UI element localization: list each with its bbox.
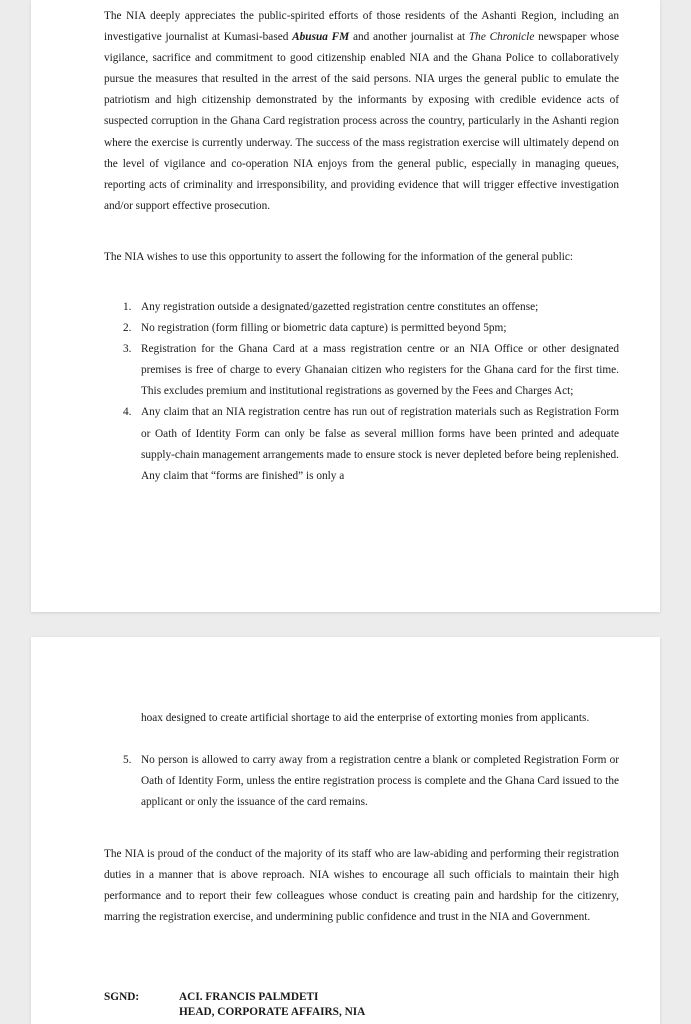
list-number: 3. [123,343,132,356]
list-number: 4. [123,406,132,419]
signature-label: SGND: [104,991,140,1003]
list-number: 2. [123,322,132,335]
list-item-continuation [104,708,619,729]
list-number: 1. [123,301,132,313]
list-item-text: Any registration outside a designated/gazetted registration centre constitutes an offense; [141,301,539,313]
list-item [104,339,619,402]
list-item [104,297,619,318]
radio-station-name: Abusua FM [292,31,350,44]
signatory-title: HEAD, CORPORATE AFFAIRS, NIA [179,1006,366,1018]
paragraph-text: The NIA deeply appreciates the public-spirited efforts of those residents of the Ashanti Region, including an investigative journalist at Kumasi-based [104,10,619,44]
list-item-text: No person is allowed to carry away from a registration centre a blank or completed Registration Form or Oath of Identity Form, unless the entire registration process is complete and the Ghana Card issued to the applicant or only the issuance of the card remains. [141,754,619,809]
list-item-text: hoax designed to create artificial shortage to aid the enterprise of extorting monies from applicants. [141,712,590,724]
newspaper-name: The Chronicle [468,31,535,44]
paragraph-text: newspaper whose vigilance, sacrifice and commitment to good citizenship enabled NIA and the Ghana Police to collaboratively pursue the measures that resulted in the arrest of the said persons. NIA urges the general public to emulate the patriotism and high citizenship demonstrated by the informants by exposing with credible evidence acts of suspected corruption in the Ghana Card registration process across the country, particularly in the Ashanti region where the exercise is currently underway. The success of the mass registration exercise will ultimately depend on the level of vigilance and co-operation NIA enjoys from the general public, especially in managing queues, reporting acts of criminality and irresponsibility, and providing evidence that will trigger effective investigation and/or support effective prosecution. [104,31,619,212]
list-item-text: Any claim that an NIA registration centre has run out of registration materials such as Registration Form or Oath of Identity Form can only be false as several million forms have been printed and adequate supply-chain management arrangements made to ensure stock is never depleted before being replenished. Any claim that “forms are finished” is only a [141,406,619,482]
document-page-1 [31,0,660,612]
signatory-name: ACI. FRANCIS PALMDETI [179,991,319,1003]
list-item [104,402,619,486]
paragraph-text: and another journalist at [349,31,469,44]
paragraph-assertion-intro: The NIA wishes to use this opportunity to assert the following for the information of the general public: [104,251,574,263]
list-item [104,318,619,339]
document-page-2 [31,637,660,1024]
list-item-text: Registration for the Ghana Card at a mass registration centre or an NIA Office or other designated premises is free of charge to every Ghanaian citizen who registers for the Ghana card for the first time. This excludes premium and institutional registrations as governed by the Fees and Charges Act; [141,343,619,398]
numbered-list [104,750,619,813]
paragraph-appreciation [104,6,619,217]
numbered-list [104,297,619,487]
list-item [104,750,619,813]
list-item-text: No registration (form filling or biometric data capture) is permitted beyond 5pm; [141,322,507,335]
list-number: 5. [123,754,132,766]
paragraph-staff-conduct: The NIA is proud of the conduct of the majority of its staff who are law-abiding and performing their registration duties in a manner that is above reproach. NIA wishes to encourage all such officials to maintain their high performance and to report their few colleagues whose conduct is creating pain and hardship for the citizenry, marring the registration exercise, and undermining public confidence and trust in the NIA and Government. [104,848,619,924]
